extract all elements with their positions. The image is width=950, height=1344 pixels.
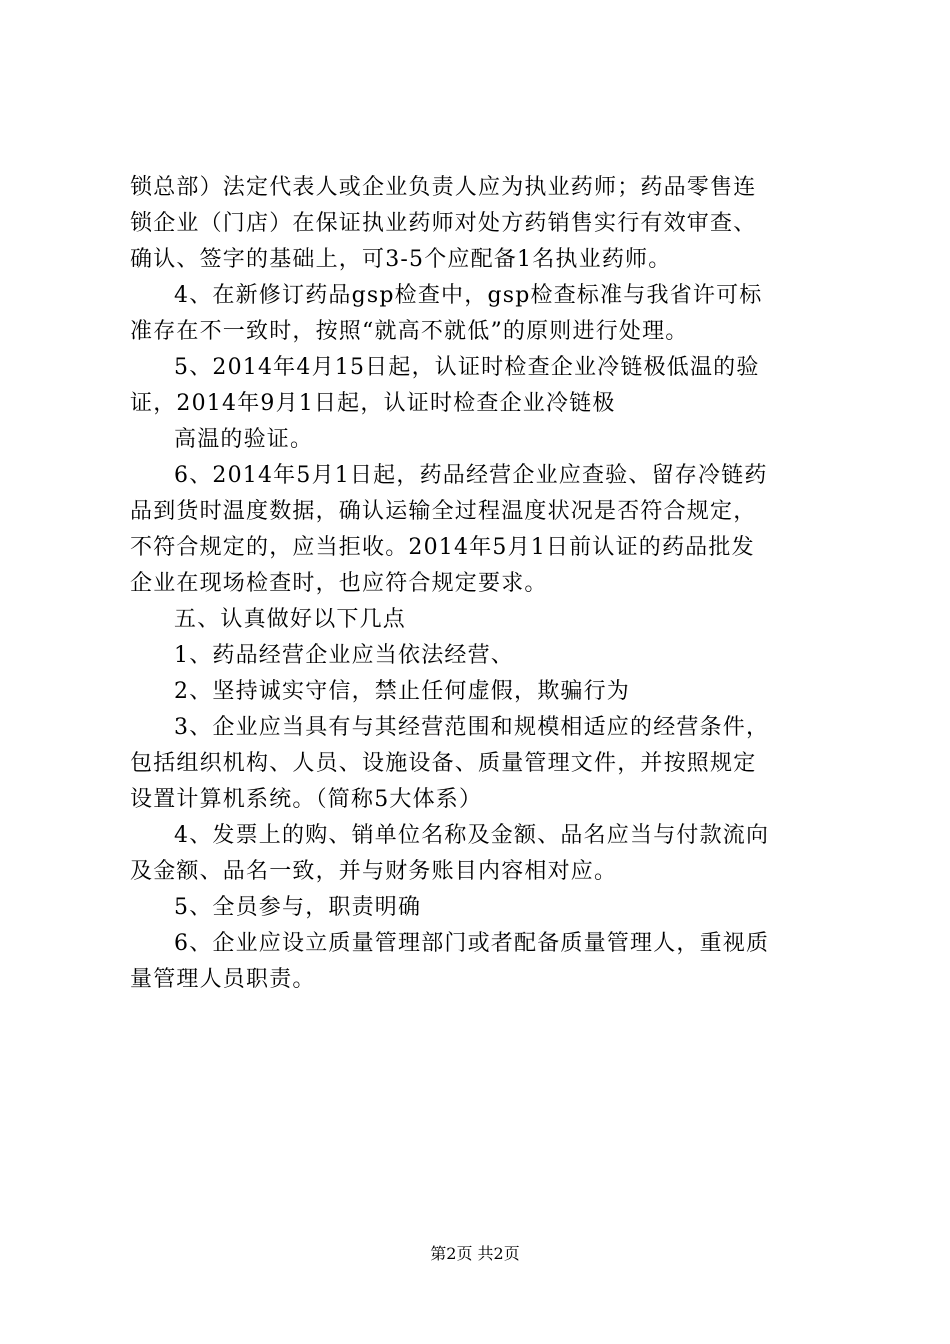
text-line: 设置计算机系统。（简称5大体系） <box>130 787 483 812</box>
document-body <box>130 170 830 998</box>
text-line: 证，2014年9月1日起，认证时检查企业冷链极 <box>130 391 616 416</box>
text-line: 确认、签字的基础上，可3-5个应配备1名执业药师。 <box>130 247 672 272</box>
text-line: 5、2014年4月15日起，认证时检查企业冷链极低温的验 <box>174 355 760 380</box>
text-line: 包括组织机构、人员、设施设备、质量管理文件，并按照规定 <box>130 751 757 776</box>
text-line: 准存在不一致时，按照“就高不就低”的原则进行处理。 <box>130 319 689 344</box>
text-line: 企业在现场检查时，也应符合规定要求。 <box>130 571 548 596</box>
text-line: 锁总部）法定代表人或企业负责人应为执业药师；药品零售连 <box>130 175 757 200</box>
text-line: 高温的验证。 <box>174 427 314 452</box>
text-line: 及金额、品名一致，并与财务账目内容相对应。 <box>130 859 618 884</box>
text-line: 3、企业应当具有与其经营范围和规模相适应的经营条件， <box>174 715 770 740</box>
text-line: 5、全员参与，职责明确 <box>174 895 422 920</box>
text-line: 4、发票上的购、销单位名称及金额、品名应当与付款流向 <box>174 823 770 848</box>
text-line: 五、认真做好以下几点 <box>174 607 407 632</box>
text-line: 品到货时温度数据，确认运输全过程温度状况是否符合规定， <box>130 499 757 524</box>
text-line: 6、企业应设立质量管理部门或者配备质量管理人，重视质 <box>174 931 770 956</box>
text-line: 2、坚持诚实守信，禁止任何虚假，欺骗行为 <box>174 679 630 704</box>
text-line: 锁企业（门店）在保证执业药师对处方药销售实行有效审查、 <box>130 211 757 236</box>
text-line: 不符合规定的，应当拒收。2014年5月1日前认证的药品批发 <box>130 535 755 560</box>
text-line: 1、药品经营企业应当依法经营、 <box>174 643 514 668</box>
text-line: 6、2014年5月1日起，药品经营企业应查验、留存冷链药 <box>174 463 768 488</box>
text-line: 4、在新修订药品gsp检查中，gsp检查标准与我省许可标 <box>174 283 763 308</box>
page-footer: 第2页 共2页 <box>430 1244 520 1263</box>
text-line: 量管理人员职责。 <box>130 967 316 992</box>
